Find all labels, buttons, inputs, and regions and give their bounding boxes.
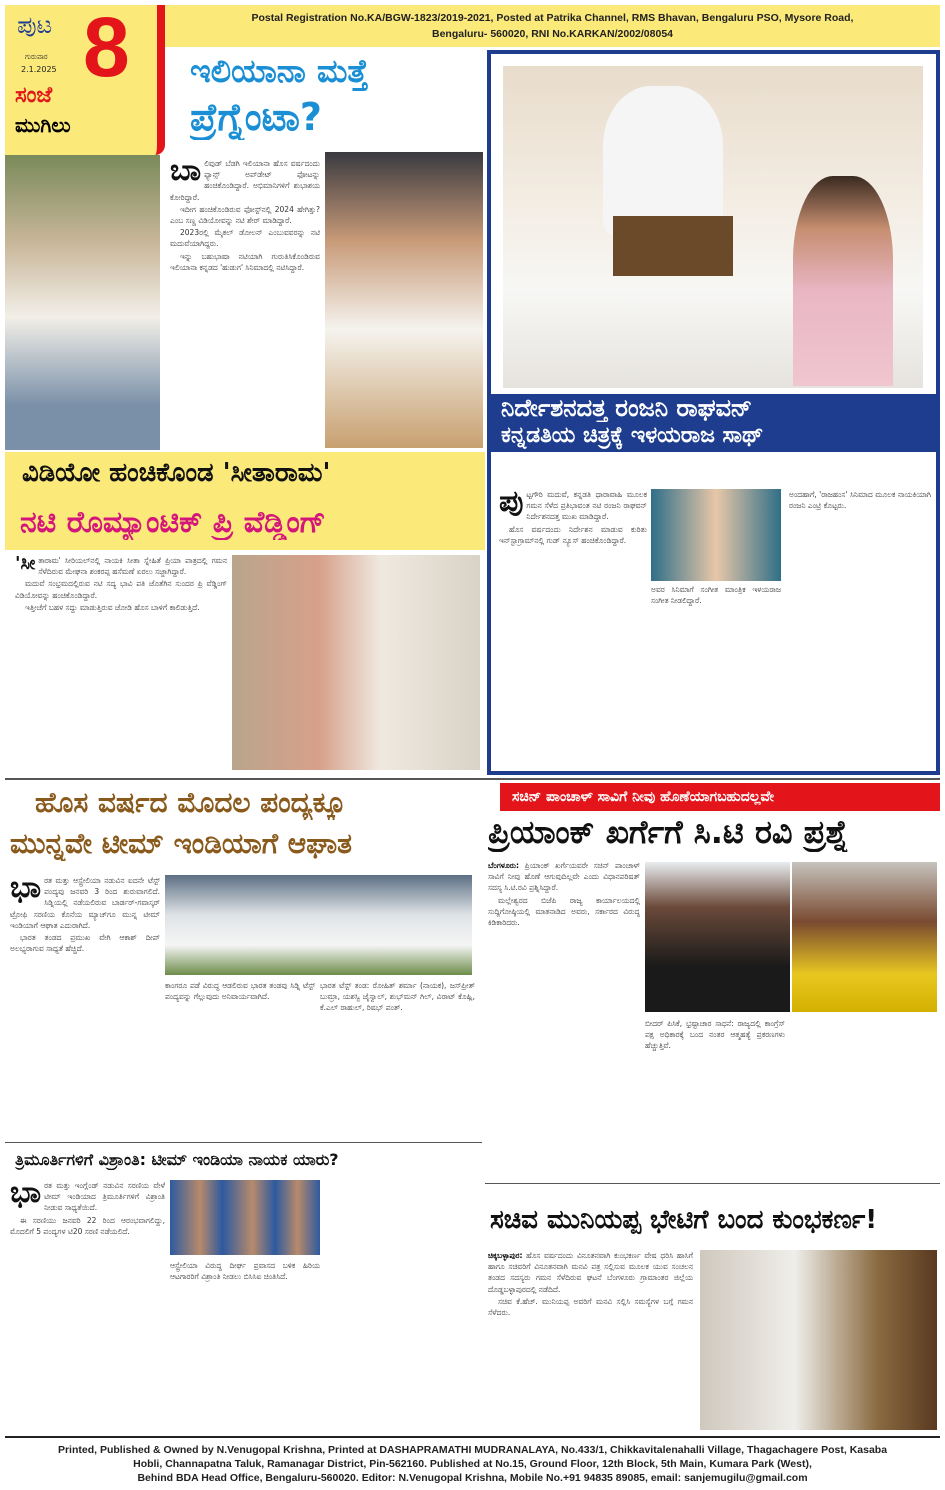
article-ranjani [487,50,940,775]
page-word: ಪುಟ [17,11,53,39]
headline: ಪ್ರೆಗ್ನೆಂಟಾ? [190,95,322,139]
headline: ಪ್ರಿಯಾಂಕ್ ಖರ್ಗೆಗೆ ಸಿ.ಟಿ ರವಿ ಪ್ರಶ್ನೆ [488,813,849,851]
headline: ನಟಿ ರೊಮ್ಯಾಂಟಿಕ್ ಪ್ರಿ ವೆಡ್ಡಿಂಗ್ [20,505,326,540]
article-body: 'ಸೀತಾರಾಮ' ಸೀರಿಯಲ್‌ನಲ್ಲಿ ನಾಯಕಿ ಸೀತಾ ಸ್ನೇಹಿತೆ ಪ್ರಿಯಾ ಪಾತ್ರದಲ್ಲಿ ಗಮನ ಸೆಳೆದಿರುವ ಮೇಘನಾ ಶಂಕರಪ್ಪ ಹಸೆಮಣೆ ಏರಲು ಸಜ್ಜಾಗಿದ್ದಾರೆ. ಮದುವೆ ಸಂಭ್ರಮದಲ್ಲಿರುವ ನಟಿ ಸದ್ಯ ಭಾವಿ ಪತಿ ಜೊತೆಗಿನ ಸುಂದರ ಪ್ರಿ ವೆಡ್ಡಿಂಗ್ ವಿಡಿಯೋವನ್ನು ಹಂಚಿಕೊಂಡಿದ್ದಾರೆ. ಇತ್ತೀಚೆಗೆ ಬಹಳ ಸದ್ದು ಮಾಡುತ್ತಿರುವ ಜೋಡಿ ಹೊಸ ಬಾಳಿಗೆ ಕಾಲಿಡುತ್ತಿದೆ. [15,555,227,612]
trimurthi-photo [170,1180,320,1255]
date: 2.1.2025 [21,65,57,74]
headline: ಕನ್ನಡತಿಯ ಚಿತ್ರಕ್ಕೆ ಇಳಯರಾಜ ಸಾಥ್ [501,423,764,448]
ranjani-photo [503,66,923,388]
headline: ಮುನ್ನವೇ ಟೀಮ್ ಇಂಡಿಯಾಗೆ ಆಘಾತ [10,827,352,860]
headline: ವಿಡಿಯೋ ಹಂಚಿಕೊಂಡ 'ಸೀತಾರಾಮ' [22,458,331,488]
masthead [5,0,165,155]
headline: ಸಚಿವ ಮುನಿಯಪ್ಪ ಭೇಟಿಗೆ ಬಂದ ಕುಂಭಕರ್ಣ! [490,1205,878,1235]
article-body: ಬೆಂಗಳೂರು: ಪ್ರಿಯಾಂಕ್ ಖರ್ಗೆಯವರೇ ಸಚಿನ್ ಪಾಂಚಾಳ್ ಸಾವಿಗೆ ನೀವು ಹೊಣೆ ಆಗುವುದಿಲ್ಲವೇ ಎಂದು ವಿಧಾನಪರಿಷತ್ ಸದಸ್ಯ ಸಿ.ಟಿ.ರವಿ ಪ್ರಶ್ನಿಸಿದ್ದಾರೆ. ಮಲ್ಲೇಶ್ವರದ ಬಿಜೆಪಿ ರಾಜ್ಯ ಕಾರ್ಯಾಲಯದಲ್ಲಿ ಸುದ್ದಿಗೋಷ್ಠಿಯಲ್ಲಿ ಮಾತನಾಡಿದ ಅವರು, ಸರ್ಕಾರದ ವಿರುದ್ಧ ಕಿಡಿಕಾರಿದರು. [488,861,640,928]
seetharama-photo [232,555,480,770]
headline: ಹೊಸ ವರ್ಷದ ಮೊದಲ ಪಂದ್ಯಕ್ಕೂ [35,786,346,819]
weekday: ಗುರುವಾರ [25,53,48,61]
priyank-photo [645,862,790,1012]
article-body: ಭಾರತ ಟೆಸ್ಟ್ ತಂಡ: ರೋಹಿತ್ ಶರ್ಮಾ (ನಾಯಕ), ಜಸ್‌ಪ್ರೀತ್ ಬುಮ್ರಾ, ಯಶಸ್ವಿ ಜೈಸ್ವಾಲ್, ಶುಭ್‌ಮನ್ ಗಿಲ್, ವಿರಾಟ್ ಕೊಹ್ಲಿ, ಕೆ.ಎಲ್ ರಾಹುಲ್, ರಿಷಭ್ ಪಂತ್. [320,981,475,1013]
imprint-footer: Printed, Published & Owned by N.Venugopal Krishna, Printed at DASHAPRAMATHI MUDRANALAYA, No.433/1, Chikkavitalenahalli Village, Thagachagere Post, Kasaba Hobli, Channapatna Taluk, Ramanagar District, Pin-562160. Published at No.15, Ground Floor, 12th Block, 5th Main, Kumara Park (West), Behind BDA Head Office, Bengaluru-560020. Editor: N.Venugopal Krishna, Mobile No.+91 94835 89085, email: sanjemugilu@gmail.com [57,1444,888,1484]
article-body: ಬಾಲಿವುಡ್ ಬೆಡಗಿ ಇಲಿಯಾನಾ ಹೊಸ ವರ್ಷದಂದು ಫ್ಯಾನ್ಸ್ ಅಪ್‌ಡೇಟ್ ಫೋಟನ್ನು ಹಂಚಿಕೊಂಡಿದ್ದಾರೆ. ಅಭಿಮಾನಿಗಳಿಗೆ ಶುಭಾಶಯ ಕೋರಿದ್ದಾರೆ. ಇದೀಗ ಹಂಚಿಕೊಂಡಿರುವ ಫೋಸ್ಟ್‌ನಲ್ಲಿ 2024 ಹೇಗಿತ್ತು? ಎಂಬ ಸಣ್ಣ ವಿಡಿಯೋವನ್ನು ನಟಿ ಶೇರ್ ಮಾಡಿದ್ದಾರೆ. 2023ರಲ್ಲಿ ಮೈಕಲ್ ಡೋಲನ್ ಎಂಬುವವರನ್ನು ನಟಿ ಮದುವೆಯಾಗಿದ್ದರು. ಇನ್ನು ಬಹುಭಾಷಾ ನಟಿಯಾಗಿ ಗುರುತಿಸಿಕೊಂಡಿರುವ ಇಲಿಯಾನಾ ಕನ್ನಡದ 'ಹುಡುಗ' ಸಿನಿಮಾದಲ್ಲಿ ನಟಿಸಿದ್ದಾರೆ. [170,158,320,272]
team-india-photo [165,875,472,975]
page-number: 8 [83,0,130,94]
headline: ನಿರ್ದೇಶನದತ್ತ ರಂಜನಿ ರಾಘವನ್ [501,394,753,422]
ileana-photo-left [5,155,160,450]
article-body: ಬೀದರ್ ಪಿಸಿಕೆ, ಭ್ರಷ್ಟಾಚಾರ ಸಾಧನೆ: ರಾಜ್ಯದಲ್ಲಿ ಕಾಂಗ್ರೆಸ್ ಪಕ್ಷ ಅಧಿಕಾರಕ್ಕೆ ಬಂದ ನಂತರ ಆತ್ಮಹತ್ಯೆ ಪ್ರಕರಣಗಳು ಹೆಚ್ಚುತ್ತಿವೆ. [645,1019,785,1051]
ileana-photo-right [325,152,483,448]
headline-band [491,394,936,452]
article-body: ಅಂದಹಾಗೆ, 'ರಾಜಹಂಸ' ಸಿನಿಮಾದ ಮೂಲಕ ನಾಯಕಿಯಾಗಿ ರಂಜನಿ ಎಂಟ್ರಿ ಕೊಟ್ಟರು. [789,490,931,511]
article-body: ಆಸ್ಟ್ರೇಲಿಯಾ ವಿರುದ್ಧ ದೀರ್ಘ ಪ್ರವಾಸದ ಬಳಿಕ ಹಿರಿಯ ಆಟಗಾರರಿಗೆ ವಿಶ್ರಾಂತಿ ನೀಡಲು ಬಿಸಿಸಿಐ ಚಿಂತಿಸಿದೆ. [170,1261,320,1282]
postal-header: Postal Registration No.KA/BGW-1823/2019-2021, Posted at Patrika Channel, RMS Bhavan, Bengaluru PSO, Mysore Road, Bengaluru- 560020, RNI No.KARKAN/2002/08054 [165,5,940,47]
article-body: ಅವರ ಸಿನಿಮಾಗೆ ಸಂಗೀತ ಮಾಂತ್ರಿಕ ಇಳಯರಾಜ ಸಂಗೀತ ನೀಡಲಿದ್ದಾರೆ. [651,585,781,606]
ranjani-portrait [651,489,781,581]
headline: ತ್ರಿಮೂರ್ತಿಗಳಿಗೆ ವಿಶ್ರಾಂತಿ: ಟೀಮ್ ಇಂಡಿಯಾ ನಾಯಕ ಯಾರು? [15,1150,339,1169]
kicker-band: ಸಚಿನ್ ಪಾಂಚಾಳ್ ಸಾವಿಗೆ ನೀವು ಹೊಣೆಯಾಗಬಹುದಲ್ಲವೇ [500,783,940,811]
article-body: ಪುಟ್ಟಗೌರಿ ಮದುವೆ, ಕನ್ನಡತಿ ಧಾರಾವಾಹಿ ಮೂಲಕ ಗಮನ ಸೆಳೆದ ಪ್ರತಿಭಾವಂತ ನಟಿ ರಂಜನಿ ರಾಘವನ್ ನಿರ್ದೇಶನದತ್ತ ಮುಖ ಮಾಡಿದ್ದಾರೆ. ಹೊಸ ವರ್ಷದಂದು ನಿರ್ದೇಶನ ಮಾಡುವ ಕುರಿತು ಇನ್‌ಸ್ಟಾಗ್ರಾಮ್‌ನಲ್ಲಿ ಗುಡ್ ನ್ಯೂಸ್ ಹಂಚಿಕೊಂಡಿದ್ದಾರೆ. [499,489,647,545]
muniyappa-photo [700,1250,937,1430]
article-body: ಚಿಕ್ಕಬಳ್ಳಾಪುರ: ಹೊಸ ವರ್ಷದಂದು ವಿನೂತನವಾಗಿ ಕುಂಭಕರ್ಣ ವೇಷ ಧರಿಸಿ ಹಾಸಿಗೆ ಹಾಗೂ ಸಚಿವರಿಗೆ ವಿನೂತನವಾಗಿ ಮನವಿ ಪತ್ರ ಸಲ್ಲಿಸುವ ಮೂಲಕ ಯುವ ಸಂಚಲನ ತಂಡದ ಸದಸ್ಯರು ಗಮನ ಸೆಳೆದಿರುವ ಘಟನೆ ಬೆಂಗಳೂರು ಗ್ರಾಮಾಂತರ ಜಿಲ್ಲೆಯ ದೊಡ್ಡಬಳ್ಳಾಪುರದಲ್ಲಿ ನಡೆದಿದೆ. ಸಚಿವ ಕೆ.ಹೆಚ್. ಮುನಿಯಪ್ಪ ಅವರಿಗೆ ಮನವಿ ಸಲ್ಲಿಸಿ ಸಮಸ್ಯೆಗಳ ಬಗ್ಗೆ ಗಮನ ಸೆಳೆದರು. [488,1251,693,1318]
paper-name-2: ಮುಗಿಲು [15,113,71,137]
article-body: ಭಾರತ ಮತ್ತು ಇಂಗ್ಲೆಂಡ್ ನಡುವಿನ ಸರಣಿಯ ವೇಳೆ ಟೀಮ್ ಇಂಡಿಯಾದ ತ್ರಿಮೂರ್ತಿಗಳಿಗೆ ವಿಶ್ರಾಂತಿ ನೀಡುವ ಸಾಧ್ಯತೆಯಿದೆ. ಈ ಸರಣಿಯು ಜನವರಿ 22 ರಿಂದ ಆರಂಭವಾಗಲಿದ್ದು, ಮೊದಲಿಗೆ 5 ಪಂದ್ಯಗಳ ಟಿ20 ಸರಣಿ ನಡೆಯಲಿದೆ. [10,1180,165,1236]
article-body: ಭಾರತ ಮತ್ತು ಆಸ್ಟ್ರೇಲಿಯಾ ನಡುವಿನ ಐದನೇ ಟೆಸ್ಟ್ ಪಂದ್ಯವು ಜನವರಿ 3 ರಿಂದ ಶುರುವಾಗಲಿದೆ. ಸಿಡ್ನಿಯಲ್ಲಿ ನಡೆಯಲಿರುವ ಬಾರ್ಡರ್-ಗವಾಸ್ಕರ್ ಟ್ರೋಫಿ ಸರಣಿಯ ಕೊನೆಯ ಮ್ಯಾಚ್‌ಗೂ ಮುನ್ನ ಟೀಮ್ ಇಂಡಿಯಾಗೆ ಆಘಾತ ಎದುರಾಗಿದೆ. ಭಾರತ ತಂಡದ ಪ್ರಮುಖ ವೇಗಿ ಆಕಾಶ್ ದೀಪ್ ಅಲಭ್ಯರಾಗುವ ಸಾಧ್ಯತೆ ಹೆಚ್ಚಿದೆ. [10,875,160,954]
article-body: ಕಾಂಗರೂ ಪಡೆ ವಿರುದ್ಧ ಆಡಲಿರುವ ಭಾರತ ತಂಡವು ಸಿಡ್ನಿ ಟೆಸ್ಟ್ ಪಂದ್ಯವನ್ನು ಗೆಲ್ಲುವುದು ಅನಿವಾರ್ಯವಾಗಿದೆ. [165,981,315,1002]
headline: ಇಲಿಯಾನಾ ಮತ್ತೆ [190,52,369,90]
ct-ravi-photo [792,862,937,1012]
paper-name-1: ಸಂಜೆ [15,83,53,108]
